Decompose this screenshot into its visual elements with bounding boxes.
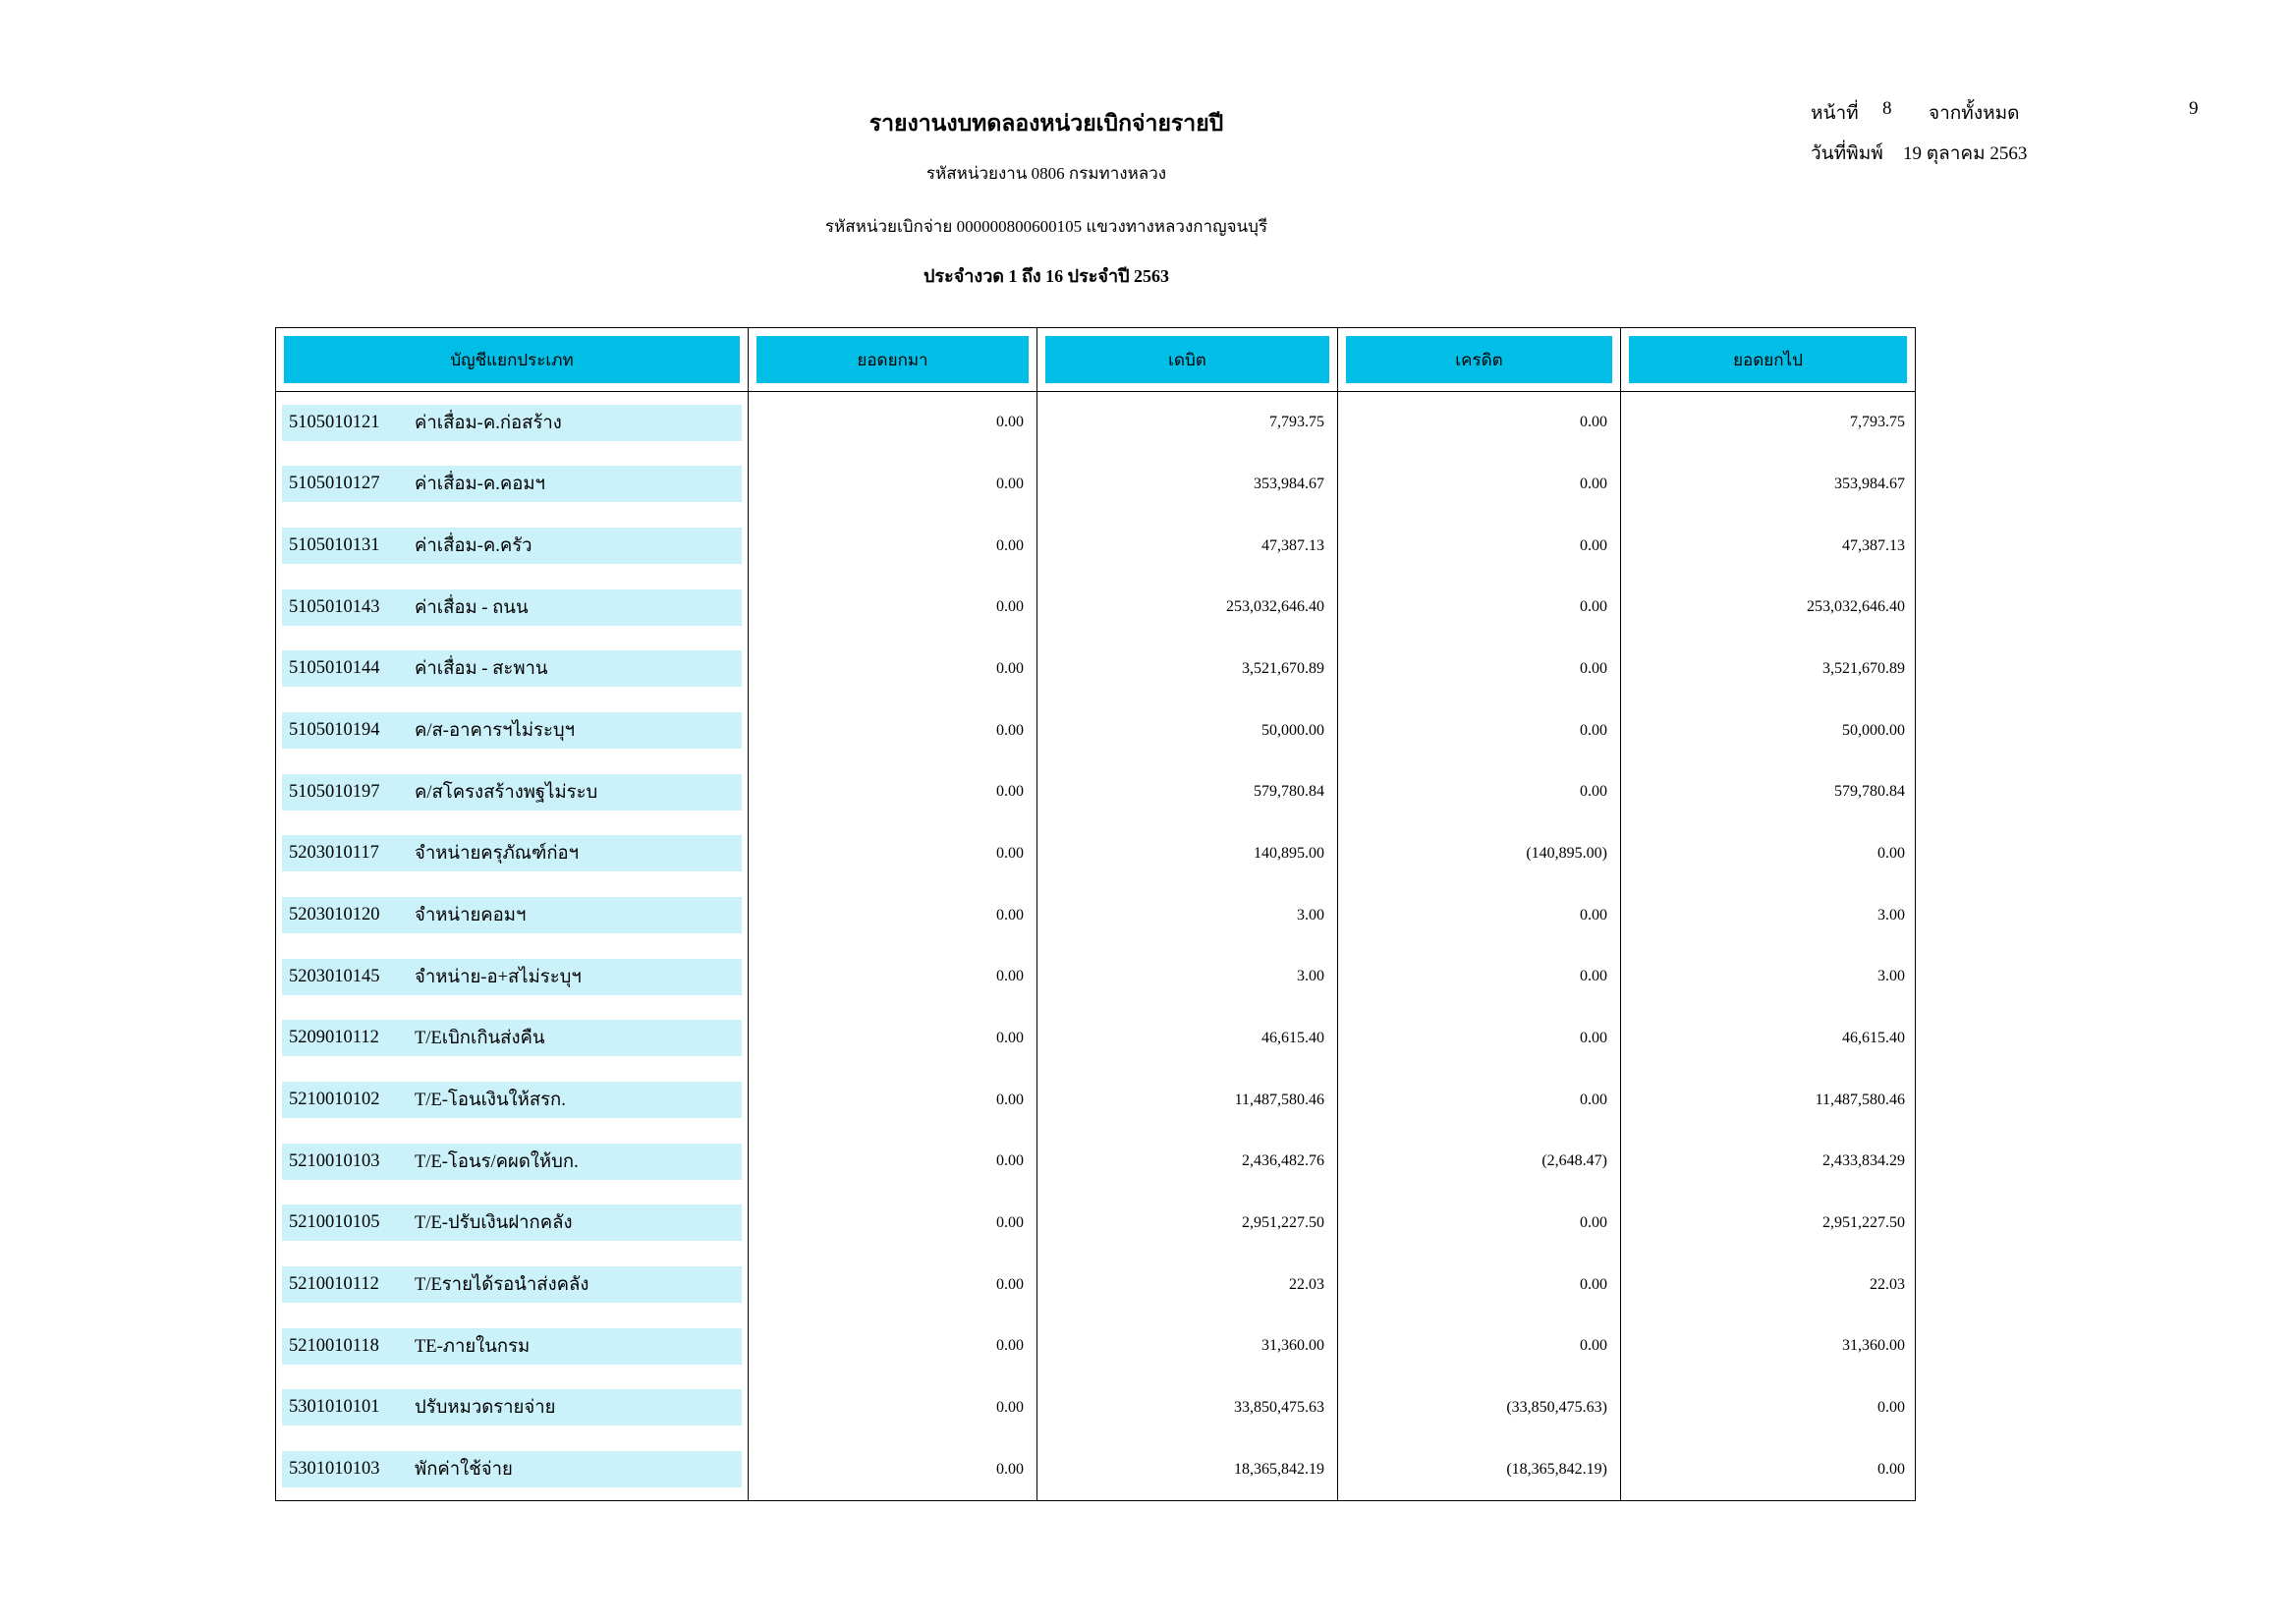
account-cell: [276, 577, 749, 639]
account-cell: [276, 700, 749, 761]
account-highlight: [282, 1266, 742, 1303]
debit-cell: 33,850,475.63: [1037, 1377, 1338, 1439]
credit-cell: 0.00: [1338, 700, 1621, 761]
account-name: T/E-โอนเงินให้สรก.: [415, 1091, 566, 1111]
carry-forward-cell: 0.00: [749, 1438, 1037, 1500]
header-cell-credit: [1338, 328, 1621, 391]
table-row: [276, 700, 1915, 761]
header-label-credit: เครดิต: [1346, 336, 1612, 383]
account-highlight: [282, 528, 742, 564]
disburse-unit-line: รหัสหน่วยเบิกจ่าย 000000800600105 แขวงทางหลวงกาญจนบุรี: [824, 217, 1268, 236]
balance-cell: 3.00: [1877, 906, 1905, 924]
account-cell: [276, 454, 749, 516]
account-highlight: [282, 1082, 742, 1118]
balance-cell: 0.00: [1877, 1398, 1905, 1416]
account-name: T/E-โอนร/คผดให้บก.: [415, 1151, 579, 1172]
debit-cell: 7,793.75: [1037, 392, 1338, 454]
carry-forward-cell: 0.00: [749, 1377, 1037, 1439]
debit-cell: 22.03: [1037, 1254, 1338, 1316]
header-label-balance: ยอดยกไป: [1629, 336, 1907, 383]
table-row: [276, 1377, 1915, 1439]
debit-cell: 11,487,580.46: [1037, 1069, 1338, 1131]
account-cell: [276, 1193, 749, 1255]
credit-cell: 0.00: [1338, 454, 1621, 516]
account-cell: [276, 946, 749, 1008]
account-cell: [276, 884, 749, 946]
table-row: [276, 1193, 1915, 1255]
account-highlight: [282, 650, 742, 687]
report-title: รายงานงบทดลองหน่วยเบิกจ่ายรายปี: [868, 111, 1224, 136]
account-code: 5105010121: [289, 412, 380, 432]
table-row: [276, 515, 1915, 577]
account-highlight: [282, 835, 742, 871]
account-cell: [276, 761, 749, 823]
account-highlight: [282, 897, 742, 933]
carry-forward-cell: 0.00: [749, 392, 1037, 454]
credit-cell: (140,895.00): [1338, 823, 1621, 885]
account-highlight: [282, 774, 742, 811]
balance-cell: 31,360.00: [1842, 1337, 1905, 1355]
account-code: 5210010105: [289, 1212, 380, 1233]
debit-cell: 18,365,842.19: [1037, 1438, 1338, 1500]
table-header-row: [276, 328, 1915, 392]
table-row: [276, 1438, 1915, 1500]
credit-cell: 0.00: [1338, 1008, 1621, 1070]
account-highlight: [282, 712, 742, 749]
header-cell-account: [276, 328, 749, 391]
account-cell: [276, 1008, 749, 1070]
table-row: [276, 392, 1915, 454]
debit-cell: 31,360.00: [1037, 1316, 1338, 1377]
header-label-debit: เดบิต: [1045, 336, 1329, 383]
account-highlight: [282, 1020, 742, 1056]
account-code: 5105010131: [289, 535, 380, 556]
account-name: T/Eเบิกเกินส่งคืน: [415, 1029, 545, 1049]
table-row: [276, 639, 1915, 700]
account-code: 5105010143: [289, 596, 380, 617]
balance-cell: 0.00: [1877, 1460, 1905, 1478]
print-date-label: วันที่พิมพ์: [1811, 143, 1883, 164]
account-name: ค่าเสื่อม-ค.ก่อสร้าง: [415, 413, 562, 433]
carry-forward-cell: 0.00: [749, 1316, 1037, 1377]
account-cell: [276, 639, 749, 700]
account-cell: [276, 1377, 749, 1439]
credit-cell: 0.00: [1338, 1193, 1621, 1255]
carry-forward-cell: 0.00: [749, 515, 1037, 577]
balance-cell: 579,780.84: [1834, 783, 1905, 801]
table-row: [276, 761, 1915, 823]
account-code: 5210010118: [289, 1335, 379, 1356]
header-label-carry-forward: ยอดยกมา: [756, 336, 1029, 383]
account-cell: [276, 392, 749, 454]
total-pages-label: จากทั้งหมด: [1929, 103, 2020, 124]
account-code: 5105010197: [289, 781, 380, 802]
account-name: T/E-ปรับเงินฝากคลัง: [415, 1213, 573, 1234]
credit-cell: 0.00: [1338, 1254, 1621, 1316]
account-code: 5203010145: [289, 966, 380, 986]
debit-cell: 2,436,482.76: [1037, 1131, 1338, 1193]
account-name: จำหน่ายคอมฯ: [415, 906, 527, 926]
account-code: 5209010112: [289, 1028, 379, 1048]
table-row: [276, 823, 1915, 885]
carry-forward-cell: 0.00: [749, 577, 1037, 639]
account-highlight: [282, 1389, 742, 1426]
debit-cell: 140,895.00: [1037, 823, 1338, 885]
carry-forward-cell: 0.00: [749, 454, 1037, 516]
credit-cell: 0.00: [1338, 639, 1621, 700]
debit-cell: 50,000.00: [1037, 700, 1338, 761]
print-date-value: 19 ตุลาคม 2563: [1903, 143, 2028, 164]
balance-cell: 253,032,646.40: [1807, 598, 1905, 616]
debit-cell: 46,615.40: [1037, 1008, 1338, 1070]
carry-forward-cell: 0.00: [749, 639, 1037, 700]
account-cell: [276, 515, 749, 577]
table-row: [276, 1131, 1915, 1193]
account-code: 5210010103: [289, 1150, 380, 1171]
table-row: [276, 1254, 1915, 1316]
balance-cell: 3,521,670.89: [1822, 659, 1905, 677]
header-cell-carry-forward: [749, 328, 1037, 391]
account-name: ค่าเสื่อม-ค.ครัว: [415, 536, 532, 557]
account-code: 5210010112: [289, 1274, 379, 1295]
credit-cell: 0.00: [1338, 884, 1621, 946]
debit-cell: 47,387.13: [1037, 515, 1338, 577]
account-code: 5301010101: [289, 1397, 380, 1418]
debit-cell: 253,032,646.40: [1037, 577, 1338, 639]
carry-forward-cell: 0.00: [749, 946, 1037, 1008]
credit-cell: 0.00: [1338, 761, 1621, 823]
balance-cell: 47,387.13: [1842, 536, 1905, 554]
balance-cell: 0.00: [1877, 844, 1905, 862]
account-highlight: [282, 405, 742, 441]
account-cell: [276, 1438, 749, 1500]
debit-cell: 3.00: [1037, 884, 1338, 946]
carry-forward-cell: 0.00: [749, 1254, 1037, 1316]
header-cell-balance: [1621, 328, 1915, 391]
period-line: ประจำงวด 1 ถึง 16 ประจำปี 2563: [923, 266, 1170, 286]
credit-cell: (33,850,475.63): [1338, 1377, 1621, 1439]
table-row: [276, 1008, 1915, 1070]
carry-forward-cell: 0.00: [749, 884, 1037, 946]
account-code: 5203010117: [289, 843, 379, 864]
account-highlight: [282, 1144, 742, 1180]
table-row: [276, 1316, 1915, 1377]
account-name: ค/ส-อาคารฯไม่ระบุฯ: [415, 721, 576, 742]
account-code: 5203010120: [289, 905, 380, 925]
page-number-label: หน้าที่: [1811, 103, 1859, 124]
carry-forward-cell: 0.00: [749, 823, 1037, 885]
account-code: 5105010127: [289, 474, 380, 494]
account-highlight: [282, 1328, 742, 1365]
carry-forward-cell: 0.00: [749, 1131, 1037, 1193]
credit-cell: 0.00: [1338, 392, 1621, 454]
credit-cell: 0.00: [1338, 946, 1621, 1008]
debit-cell: 353,984.67: [1037, 454, 1338, 516]
account-name: จำหน่าย-อ+สไม่ระบุฯ: [415, 967, 582, 987]
account-highlight: [282, 589, 742, 626]
debit-cell: 3,521,670.89: [1037, 639, 1338, 700]
account-name: ค/สโครงสร้างพฐไม่ระบ: [415, 782, 598, 803]
table-row: [276, 1069, 1915, 1131]
account-code: 5105010194: [289, 720, 380, 741]
balance-cell: 2,433,834.29: [1822, 1152, 1905, 1170]
account-cell: [276, 823, 749, 885]
balance-cell: 22.03: [1870, 1275, 1905, 1293]
account-name: พักค่าใช้จ่าย: [415, 1460, 513, 1481]
balance-cell: 46,615.40: [1842, 1029, 1905, 1046]
account-name: ปรับหมวดรายจ่าย: [415, 1398, 556, 1419]
debit-cell: 2,951,227.50: [1037, 1193, 1338, 1255]
balance-cell: 7,793.75: [1850, 414, 1905, 431]
credit-cell: 0.00: [1338, 1316, 1621, 1377]
account-highlight: [282, 1451, 742, 1487]
account-highlight: [282, 1204, 742, 1241]
account-code: 5105010144: [289, 658, 380, 679]
account-cell: [276, 1131, 749, 1193]
account-name: ค่าเสื่อม - ถนน: [415, 597, 529, 618]
carry-forward-cell: 0.00: [749, 700, 1037, 761]
balance-cell: 2,951,227.50: [1822, 1213, 1905, 1231]
account-code: 5301010103: [289, 1459, 380, 1480]
credit-cell: (2,648.47): [1338, 1131, 1621, 1193]
debit-cell: 579,780.84: [1037, 761, 1338, 823]
balance-cell: 3.00: [1877, 968, 1905, 985]
header-label-account: บัญชีแยกประเภท: [284, 336, 740, 383]
balance-cell: 50,000.00: [1842, 721, 1905, 739]
debit-cell: 3.00: [1037, 946, 1338, 1008]
carry-forward-cell: 0.00: [749, 1193, 1037, 1255]
carry-forward-cell: 0.00: [749, 761, 1037, 823]
trial-balance-table: [275, 327, 1916, 1501]
table-row: [276, 884, 1915, 946]
account-code: 5210010102: [289, 1090, 380, 1110]
agency-code-line: รหัสหน่วยงาน 0806 กรมทางหลวง: [925, 164, 1167, 183]
balance-cell: 353,984.67: [1834, 475, 1905, 492]
table-row: [276, 946, 1915, 1008]
balance-cell: 11,487,580.46: [1815, 1091, 1905, 1108]
account-name: T/Eรายได้รอนำส่งคลัง: [415, 1275, 589, 1296]
account-name: TE-ภายในกรม: [415, 1336, 531, 1357]
total-pages-value: 9: [2189, 98, 2199, 119]
credit-cell: (18,365,842.19): [1338, 1438, 1621, 1500]
credit-cell: 0.00: [1338, 515, 1621, 577]
table-row: [276, 454, 1915, 516]
account-name: ค่าเสื่อม - สะพาน: [415, 659, 548, 680]
account-name: ค่าเสื่อม-ค.คอมฯ: [415, 475, 545, 495]
header-cell-debit: [1037, 328, 1338, 391]
account-cell: [276, 1316, 749, 1377]
account-cell: [276, 1069, 749, 1131]
page-number-value: 8: [1882, 98, 1892, 119]
table-row: [276, 577, 1915, 639]
account-highlight: [282, 959, 742, 995]
carry-forward-cell: 0.00: [749, 1069, 1037, 1131]
table-body: [276, 392, 1915, 1500]
credit-cell: 0.00: [1338, 1069, 1621, 1131]
account-name: จำหน่ายครุภัณฑ์ก่อฯ: [415, 844, 580, 865]
credit-cell: 0.00: [1338, 577, 1621, 639]
carry-forward-cell: 0.00: [749, 1008, 1037, 1070]
account-highlight: [282, 466, 742, 502]
account-cell: [276, 1254, 749, 1316]
